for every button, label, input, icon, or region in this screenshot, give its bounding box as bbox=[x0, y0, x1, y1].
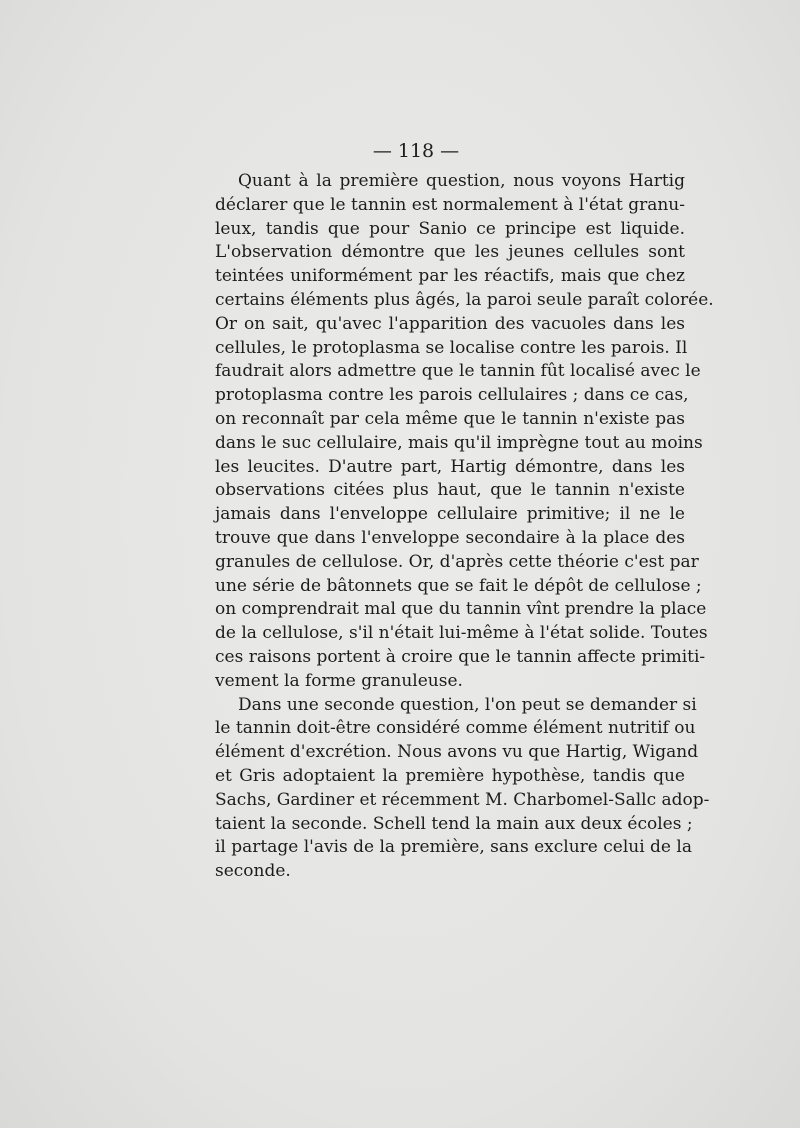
body-text bbox=[215, 170, 714, 884]
paragraph-2 bbox=[215, 694, 710, 884]
text-line: granules de cellulose. Or, d'après cette théorie c'est par bbox=[215, 551, 699, 572]
text-line: Dans une seconde question, l'on peut se demander si bbox=[238, 694, 697, 715]
text-line: trouve que dans l'enveloppe secondaire à la place des bbox=[215, 527, 685, 548]
text-line: leux, tandis que pour Sanio ce principe est liquide. bbox=[215, 218, 685, 239]
paragraph-1 bbox=[215, 170, 714, 694]
text-line: on comprendrait mal que du tannin vînt prendre la place bbox=[215, 599, 707, 620]
text-line: jamais dans l'enveloppe cellulaire primitive; il ne le bbox=[215, 504, 685, 525]
text-line: de la cellulose, s'il n'était lui-même à l'état solide. Toutes bbox=[215, 623, 708, 644]
text-line: ces raisons portent à croire que le tannin affecte primiti- bbox=[215, 646, 706, 667]
text-line: certains éléments plus âgés, la paroi seule paraît colorée. bbox=[215, 289, 714, 310]
text-line: on reconnaît par cela même que le tannin n'existe pas bbox=[215, 408, 685, 429]
text-line: dans le suc cellulaire, mais qu'il imprègne tout au moins bbox=[215, 432, 703, 453]
text-line: et Gris adoptaient la première hypothèse, tandis que bbox=[215, 765, 685, 786]
text-line: seconde. bbox=[215, 861, 291, 882]
text-line: protoplasma contre les parois cellulaires ; dans ce cas, bbox=[215, 385, 689, 406]
text-line: teintées uniformément par les réactifs, mais que chez bbox=[215, 266, 685, 287]
text-line: les leucites. D'autre part, Hartig démontre, dans les bbox=[215, 456, 685, 477]
text-line: taient la seconde. Schell tend la main aux deux écoles ; bbox=[215, 813, 693, 834]
text-line: cellules, le protoplasma se localise contre les parois. Il bbox=[215, 337, 688, 358]
text-line: Or on sait, qu'avec l'apparition des vacuoles dans les bbox=[215, 313, 685, 334]
text-line: vement la forme granuleuse. bbox=[215, 670, 463, 691]
text-line: il partage l'avis de la première, sans exclure celui de la bbox=[215, 837, 692, 858]
text-line: une série de bâtonnets que se fait le dépôt de cellulose ; bbox=[215, 575, 702, 596]
text-line: Quant à la première question, nous voyons Hartig bbox=[238, 171, 685, 191]
text-line: déclarer que le tannin est normalement à l'état granu- bbox=[215, 194, 685, 215]
text-line: observations citées plus haut, que le tannin n'existe bbox=[215, 480, 685, 501]
text-line: L'observation démontre que les jeunes cellules sont bbox=[215, 242, 685, 263]
page-number: — 118 — bbox=[372, 140, 460, 162]
text-line: élément d'excrétion. Nous avons vu que Hartig, Wigand bbox=[215, 742, 699, 763]
text-line: Sachs, Gardiner et récemment M. Charbomel-Sallc adop- bbox=[215, 789, 710, 810]
text-line: le tannin doit-être considéré comme élément nutritif ou bbox=[215, 718, 696, 739]
text-line: faudrait alors admettre que le tannin fût localisé avec le bbox=[215, 361, 701, 382]
